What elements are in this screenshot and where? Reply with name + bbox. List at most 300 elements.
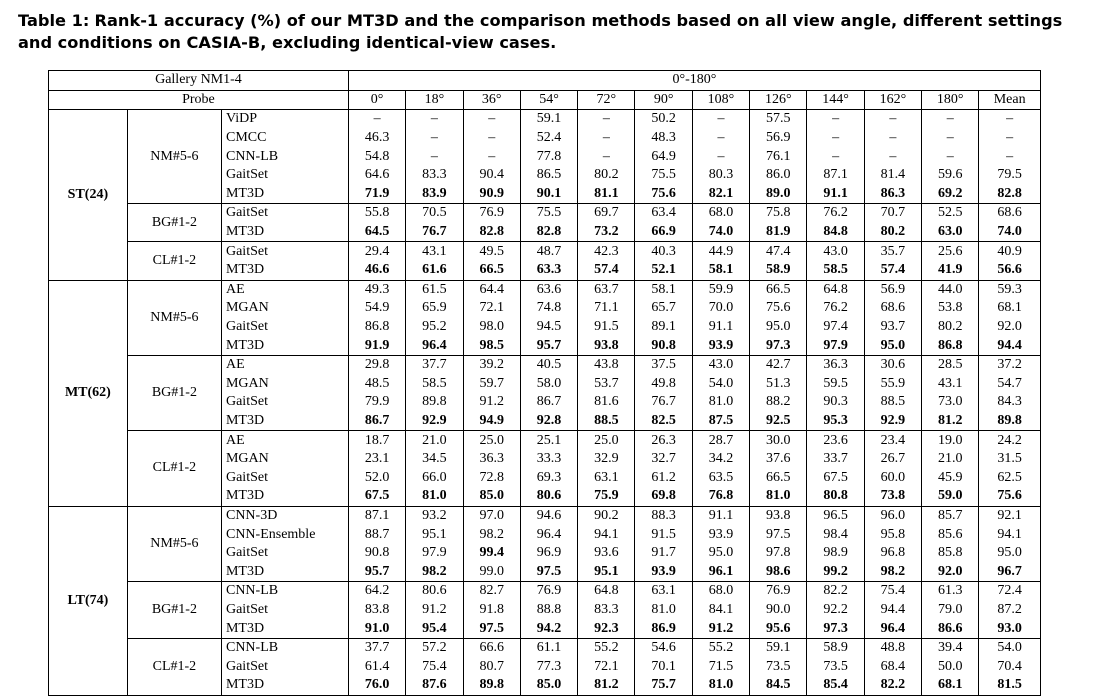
accuracy-cell: 54.8 [348,147,405,166]
accuracy-cell: 94.1 [979,525,1041,544]
accuracy-cell: 96.1 [692,562,749,581]
accuracy-cell: 99.4 [463,544,520,563]
accuracy-cell: – [692,147,749,166]
accuracy-cell: 53.8 [922,299,979,318]
accuracy-cell: 88.5 [578,412,635,431]
accuracy-cell: 98.0 [463,318,520,337]
accuracy-cell: 93.7 [864,318,921,337]
accuracy-cell: 68.6 [864,299,921,318]
accuracy-cell: – [578,147,635,166]
accuracy-cell: 66.9 [635,223,692,242]
accuracy-cell: 95.8 [864,525,921,544]
accuracy-cell: 88.5 [864,393,921,412]
accuracy-cell: 90.9 [463,185,520,204]
method-name: GaitSet [221,204,348,223]
accuracy-cell: 43.1 [922,375,979,394]
accuracy-cell: 34.2 [692,450,749,469]
accuracy-cell: 74.0 [979,223,1041,242]
accuracy-cell: 69.3 [520,468,577,487]
column-header: 144° [807,90,864,110]
accuracy-cell: 57.4 [578,261,635,280]
accuracy-cell: 77.8 [520,147,577,166]
accuracy-cell: 44.0 [922,280,979,299]
accuracy-cell: 58.9 [750,261,807,280]
accuracy-cell: 76.9 [520,582,577,601]
accuracy-cell: 64.8 [578,582,635,601]
accuracy-cell: 37.5 [635,355,692,374]
accuracy-cell: 85.4 [807,676,864,695]
accuracy-cell: 75.8 [750,204,807,223]
accuracy-cell: 82.8 [979,185,1041,204]
accuracy-cell: 82.8 [463,223,520,242]
method-name: MT3D [221,185,348,204]
table-row [49,355,1041,374]
accuracy-cell: 76.2 [807,204,864,223]
accuracy-cell: 19.0 [922,431,979,450]
method-name: MT3D [221,412,348,431]
accuracy-cell: 95.2 [406,318,463,337]
accuracy-cell: 83.3 [406,166,463,185]
accuracy-cell: 66.0 [406,468,463,487]
method-name: MT3D [221,261,348,280]
accuracy-cell: 49.5 [463,242,520,261]
accuracy-cell: 58.9 [807,638,864,657]
table-row [49,280,1041,299]
accuracy-cell: 95.6 [750,619,807,638]
method-name: MT3D [221,223,348,242]
accuracy-cell: 85.8 [922,544,979,563]
accuracy-cell: 95.1 [406,525,463,544]
accuracy-cell: 89.8 [979,412,1041,431]
accuracy-cell: 58.1 [635,280,692,299]
probe-setting-label: BG#1-2 [127,204,221,242]
accuracy-cell: 72.1 [578,657,635,676]
accuracy-cell: 63.4 [635,204,692,223]
column-header: 36° [463,90,520,110]
table-row [49,582,1041,601]
accuracy-cell: 70.7 [864,204,921,223]
accuracy-cell: – [406,147,463,166]
accuracy-cell: 76.7 [406,223,463,242]
column-header: 18° [406,90,463,110]
accuracy-cell: 81.4 [864,166,921,185]
method-name: GaitSet [221,166,348,185]
accuracy-cell: 28.7 [692,431,749,450]
accuracy-cell: 59.9 [692,280,749,299]
accuracy-cell: 68.0 [692,204,749,223]
table-row [49,431,1041,450]
accuracy-cell: 68.1 [979,299,1041,318]
accuracy-cell: 55.2 [578,638,635,657]
accuracy-cell: 25.1 [520,431,577,450]
accuracy-cell: 39.4 [922,638,979,657]
accuracy-cell: 97.5 [750,525,807,544]
accuracy-cell: 84.1 [692,601,749,620]
accuracy-cell: – [864,129,921,148]
accuracy-cell: 89.8 [406,393,463,412]
accuracy-cell: 84.5 [750,676,807,695]
accuracy-cell: 96.8 [864,544,921,563]
table-caption [18,10,1093,54]
method-name: GaitSet [221,468,348,487]
accuracy-cell: 51.3 [750,375,807,394]
accuracy-cell: 79.0 [922,601,979,620]
method-name: MGAN [221,299,348,318]
accuracy-cell: 47.4 [750,242,807,261]
accuracy-cell: 64.6 [348,166,405,185]
accuracy-cell: – [406,129,463,148]
accuracy-cell: 75.5 [520,204,577,223]
column-header: 162° [864,90,921,110]
accuracy-cell: 61.1 [520,638,577,657]
probe-setting-label: BG#1-2 [127,582,221,639]
accuracy-cell: 33.3 [520,450,577,469]
accuracy-cell: 46.6 [348,261,405,280]
accuracy-cell: – [692,129,749,148]
accuracy-cell: 76.9 [463,204,520,223]
accuracy-cell: 75.7 [635,676,692,695]
accuracy-cell: 93.9 [692,336,749,355]
accuracy-cell: 57.2 [406,638,463,657]
accuracy-cell: 37.2 [979,355,1041,374]
accuracy-cell: – [578,129,635,148]
accuracy-cell: 32.9 [578,450,635,469]
accuracy-cell: 32.7 [635,450,692,469]
accuracy-cell: 85.0 [463,487,520,506]
column-header: 72° [578,90,635,110]
method-name: CNN-3D [221,506,348,525]
accuracy-cell: 58.5 [406,375,463,394]
accuracy-cell: 90.4 [463,166,520,185]
accuracy-cell: 91.9 [348,336,405,355]
accuracy-cell: 70.5 [406,204,463,223]
accuracy-cell: 30.0 [750,431,807,450]
accuracy-cell: 65.7 [635,299,692,318]
accuracy-cell: 97.5 [463,619,520,638]
accuracy-cell: 63.1 [635,582,692,601]
accuracy-cell: – [922,129,979,148]
accuracy-cell: 95.0 [979,544,1041,563]
accuracy-cell: 45.9 [922,468,979,487]
accuracy-cell: – [864,110,921,129]
method-name: CMCC [221,129,348,148]
accuracy-cell: 75.6 [750,299,807,318]
accuracy-cell: 33.7 [807,450,864,469]
accuracy-cell: 63.3 [520,261,577,280]
accuracy-cell: 48.3 [635,129,692,148]
group-label: ST(24) [49,110,128,280]
accuracy-cell: 85.0 [520,676,577,695]
accuracy-cell: 29.8 [348,355,405,374]
accuracy-cell: 85.6 [922,525,979,544]
column-header: Mean [979,90,1041,110]
accuracy-cell: 92.9 [406,412,463,431]
accuracy-cell: 52.5 [922,204,979,223]
accuracy-cell: 80.2 [864,223,921,242]
accuracy-cell: 69.2 [922,185,979,204]
accuracy-cell: 25.6 [922,242,979,261]
accuracy-cell: 35.7 [864,242,921,261]
probe-setting-label: CL#1-2 [127,242,221,280]
accuracy-cell: – [406,110,463,129]
accuracy-cell: 52.0 [348,468,405,487]
table-row [49,242,1041,261]
accuracy-cell: 88.8 [520,601,577,620]
accuracy-cell: 23.4 [864,431,921,450]
accuracy-cell: 92.1 [979,506,1041,525]
accuracy-cell: 82.1 [692,185,749,204]
accuracy-cell: 98.2 [463,525,520,544]
accuracy-cell: 99.0 [463,562,520,581]
method-name: GaitSet [221,242,348,261]
method-name: AE [221,280,348,299]
accuracy-cell: 61.4 [348,657,405,676]
accuracy-cell: 97.8 [750,544,807,563]
accuracy-cell: 43.0 [807,242,864,261]
accuracy-cell: 74.0 [692,223,749,242]
accuracy-cell: 64.5 [348,223,405,242]
accuracy-cell: 59.5 [807,375,864,394]
accuracy-cell: 70.4 [979,657,1041,676]
accuracy-cell: 93.6 [578,544,635,563]
accuracy-cell: 63.1 [578,468,635,487]
accuracy-cell: 86.0 [750,166,807,185]
column-header: 0° [348,90,405,110]
table-row [49,638,1041,657]
accuracy-cell: 96.4 [520,525,577,544]
accuracy-cell: 76.7 [635,393,692,412]
accuracy-cell: 49.8 [635,375,692,394]
accuracy-cell: 95.0 [864,336,921,355]
accuracy-cell: 95.1 [578,562,635,581]
method-name: AE [221,431,348,450]
column-header: 54° [520,90,577,110]
accuracy-cell: 58.0 [520,375,577,394]
column-header: 108° [692,90,749,110]
accuracy-cell: 72.1 [463,299,520,318]
accuracy-cell: 82.2 [864,676,921,695]
accuracy-cell: 61.5 [406,280,463,299]
accuracy-cell: – [922,110,979,129]
accuracy-cell: 97.9 [807,336,864,355]
accuracy-cell: 90.0 [750,601,807,620]
accuracy-cell: 92.0 [979,318,1041,337]
accuracy-cell: 98.9 [807,544,864,563]
accuracy-cell: 70.0 [692,299,749,318]
accuracy-cell: 97.3 [807,619,864,638]
accuracy-cell: 79.5 [979,166,1041,185]
accuracy-cell: 59.1 [520,110,577,129]
accuracy-cell: 79.9 [348,393,405,412]
accuracy-cell: 48.7 [520,242,577,261]
accuracy-cell: 89.1 [635,318,692,337]
accuracy-cell: 91.5 [635,525,692,544]
accuracy-cell: – [979,147,1041,166]
accuracy-cell: 59.0 [922,487,979,506]
accuracy-cell: 81.2 [578,676,635,695]
method-name: ViDP [221,110,348,129]
accuracy-cell: – [807,110,864,129]
accuracy-cell: 25.0 [578,431,635,450]
table-body [49,110,1041,695]
accuracy-cell: 87.2 [979,601,1041,620]
accuracy-cell: 52.4 [520,129,577,148]
accuracy-cell: 86.3 [864,185,921,204]
accuracy-cell: 25.0 [463,431,520,450]
accuracy-cell: 53.7 [578,375,635,394]
accuracy-cell: 90.8 [635,336,692,355]
accuracy-cell: 93.9 [692,525,749,544]
accuracy-cell: 36.3 [463,450,520,469]
accuracy-cell: 95.3 [807,412,864,431]
accuracy-cell: 81.0 [406,487,463,506]
accuracy-cell: 59.3 [979,280,1041,299]
accuracy-cell: 83.8 [348,601,405,620]
accuracy-cell: 83.3 [578,601,635,620]
accuracy-cell: 88.3 [635,506,692,525]
accuracy-cell: 76.0 [348,676,405,695]
accuracy-cell: 26.7 [864,450,921,469]
accuracy-cell: 72.4 [979,582,1041,601]
accuracy-cell: 75.5 [635,166,692,185]
accuracy-cell: 91.2 [406,601,463,620]
accuracy-cell: 50.0 [922,657,979,676]
accuracy-cell: 42.3 [578,242,635,261]
accuracy-cell: 58.1 [692,261,749,280]
accuracy-cell: 64.9 [635,147,692,166]
accuracy-cell: 73.5 [750,657,807,676]
accuracy-cell: – [807,147,864,166]
accuracy-cell: – [807,129,864,148]
accuracy-cell: 48.5 [348,375,405,394]
method-name: CNN-LB [221,147,348,166]
accuracy-cell: 98.5 [463,336,520,355]
accuracy-cell: 68.1 [922,676,979,695]
accuracy-cell: 54.0 [979,638,1041,657]
accuracy-cell: 46.3 [348,129,405,148]
accuracy-cell: 57.5 [750,110,807,129]
accuracy-cell: 64.2 [348,582,405,601]
accuracy-cell: 72.8 [463,468,520,487]
accuracy-cell: 63.7 [578,280,635,299]
accuracy-cell: 61.3 [922,582,979,601]
method-name: CNN-Ensemble [221,525,348,544]
accuracy-cell: 91.2 [692,619,749,638]
accuracy-cell: 94.5 [520,318,577,337]
accuracy-cell: 80.8 [807,487,864,506]
accuracy-cell: 62.5 [979,468,1041,487]
table-row [49,204,1041,223]
accuracy-cell: 37.7 [348,638,405,657]
accuracy-cell: 75.4 [406,657,463,676]
accuracy-cell: 83.9 [406,185,463,204]
column-header: 90° [635,90,692,110]
method-name: GaitSet [221,657,348,676]
accuracy-cell: 91.7 [635,544,692,563]
accuracy-cell: 93.8 [750,506,807,525]
accuracy-cell: 54.0 [692,375,749,394]
probe-setting-label: NM#5-6 [127,280,221,355]
accuracy-cell: 76.8 [692,487,749,506]
accuracy-cell: 80.2 [578,166,635,185]
accuracy-cell: 66.5 [750,280,807,299]
accuracy-cell: 73.2 [578,223,635,242]
accuracy-cell: 37.7 [406,355,463,374]
accuracy-cell: 71.1 [578,299,635,318]
accuracy-cell: 88.7 [348,525,405,544]
accuracy-cell: 54.7 [979,375,1041,394]
accuracy-cell: – [463,147,520,166]
accuracy-cell: 88.2 [750,393,807,412]
accuracy-cell: 23.1 [348,450,405,469]
accuracy-cell: 81.6 [578,393,635,412]
accuracy-cell: – [692,110,749,129]
accuracy-cell: 64.8 [807,280,864,299]
accuracy-cell: 97.9 [406,544,463,563]
accuracy-cell: 86.8 [922,336,979,355]
accuracy-cell: 80.3 [692,166,749,185]
accuracy-cell: – [864,147,921,166]
accuracy-cell: 81.0 [750,487,807,506]
accuracy-cell: 85.7 [922,506,979,525]
accuracy-cell: 43.8 [578,355,635,374]
accuracy-cell: 75.6 [635,185,692,204]
accuracy-cell: 21.0 [406,431,463,450]
probe-setting-label: NM#5-6 [127,506,221,581]
accuracy-cell: – [922,147,979,166]
accuracy-cell: 98.2 [406,562,463,581]
accuracy-cell: 86.5 [520,166,577,185]
probe-setting-label: NM#5-6 [127,110,221,204]
accuracy-cell: 43.1 [406,242,463,261]
accuracy-cell: 18.7 [348,431,405,450]
accuracy-cell: 92.5 [750,412,807,431]
accuracy-cell: 82.5 [635,412,692,431]
accuracy-cell: 41.9 [922,261,979,280]
accuracy-cell: – [979,129,1041,148]
accuracy-cell: 54.9 [348,299,405,318]
method-name: AE [221,355,348,374]
accuracy-cell: 96.9 [520,544,577,563]
accuracy-cell: 84.3 [979,393,1041,412]
accuracy-cell: 43.0 [692,355,749,374]
accuracy-cell: 98.4 [807,525,864,544]
accuracy-cell: 44.9 [692,242,749,261]
accuracy-cell: 81.5 [979,676,1041,695]
accuracy-cell: 40.5 [520,355,577,374]
accuracy-cell: 61.6 [406,261,463,280]
accuracy-cell: 76.9 [750,582,807,601]
accuracy-cell: 30.6 [864,355,921,374]
accuracy-cell: 94.4 [864,601,921,620]
accuracy-cell: 73.8 [864,487,921,506]
table-row [49,506,1041,525]
accuracy-cell: 75.6 [979,487,1041,506]
probe-setting-label: CL#1-2 [127,638,221,695]
accuracy-cell: 63.5 [692,468,749,487]
accuracy-cell: 81.1 [578,185,635,204]
accuracy-cell: 68.4 [864,657,921,676]
accuracy-cell: 91.5 [578,318,635,337]
probe-setting-label: BG#1-2 [127,355,221,430]
accuracy-cell: 56.9 [864,280,921,299]
accuracy-cell: 75.4 [864,582,921,601]
accuracy-cell: 92.2 [807,601,864,620]
method-name: MT3D [221,562,348,581]
accuracy-cell: 69.7 [578,204,635,223]
group-label: MT(62) [49,280,128,506]
accuracy-cell: 80.2 [922,318,979,337]
